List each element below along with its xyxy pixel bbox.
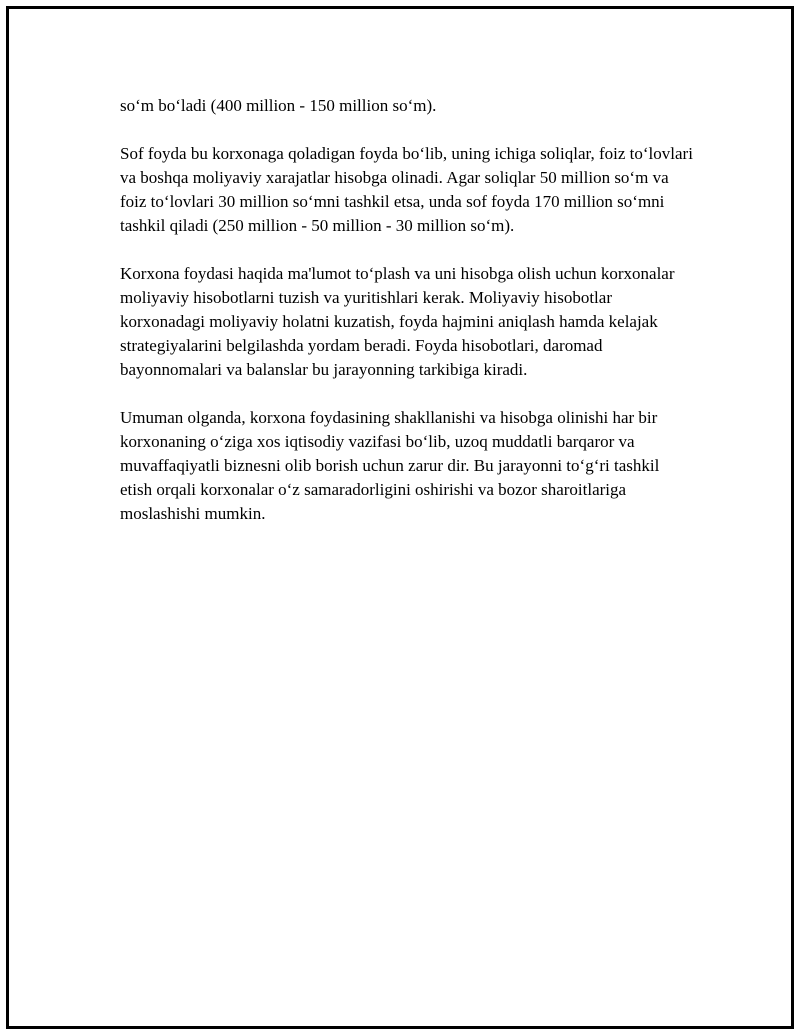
page-frame	[6, 6, 794, 1029]
paragraph-3: Korxona foydasi haqida ma'lumot to‘plash va uni hisobga olish uchun korxonalar moliyaviy hisobotlarni tuzish va yuritishlari kerak. Moliyaviy hisobotlar korxonadagi moliyaviy holatni kuzatish, foyda hajmini aniqlash hamda kelajak strategiyalarini belgilashda yordam beradi. Foyda hisobotlari, daromad bayonnomalari va balanslar bu jarayonning tarkibiga kiradi.	[120, 264, 675, 379]
document-body	[120, 94, 695, 550]
paragraph-2: Sof foyda bu korxonaga qoladigan foyda bo‘lib, uning ichiga soliqlar, foiz to‘lovlari va boshqa moliyaviy xarajatlar hisobga olinadi. Agar soliqlar 50 million so‘m va foiz to‘lovlari 30 million so‘mni tashkil etsa, unda sof foyda 170 million so‘mni tashkil qiladi (250 million - 50 million - 30 million so‘m).	[120, 144, 693, 235]
paragraph-4: Umuman olganda, korxona foydasining shakllanishi va hisobga olinishi har bir korxonaning o‘ziga xos iqtisodiy vazifasi bo‘lib, uzoq muddatli barqaror va muvaffaqiyatli biznesni olib borish uchun zarur dir. Bu jarayonni to‘g‘ri tashkil etish orqali korxonalar o‘z samaradorligini oshirishi va bozor sharoitlariga moslashishi mumkin.	[120, 408, 660, 523]
paragraph-1: so‘m bo‘ladi (400 million - 150 million so‘m).	[120, 96, 437, 115]
